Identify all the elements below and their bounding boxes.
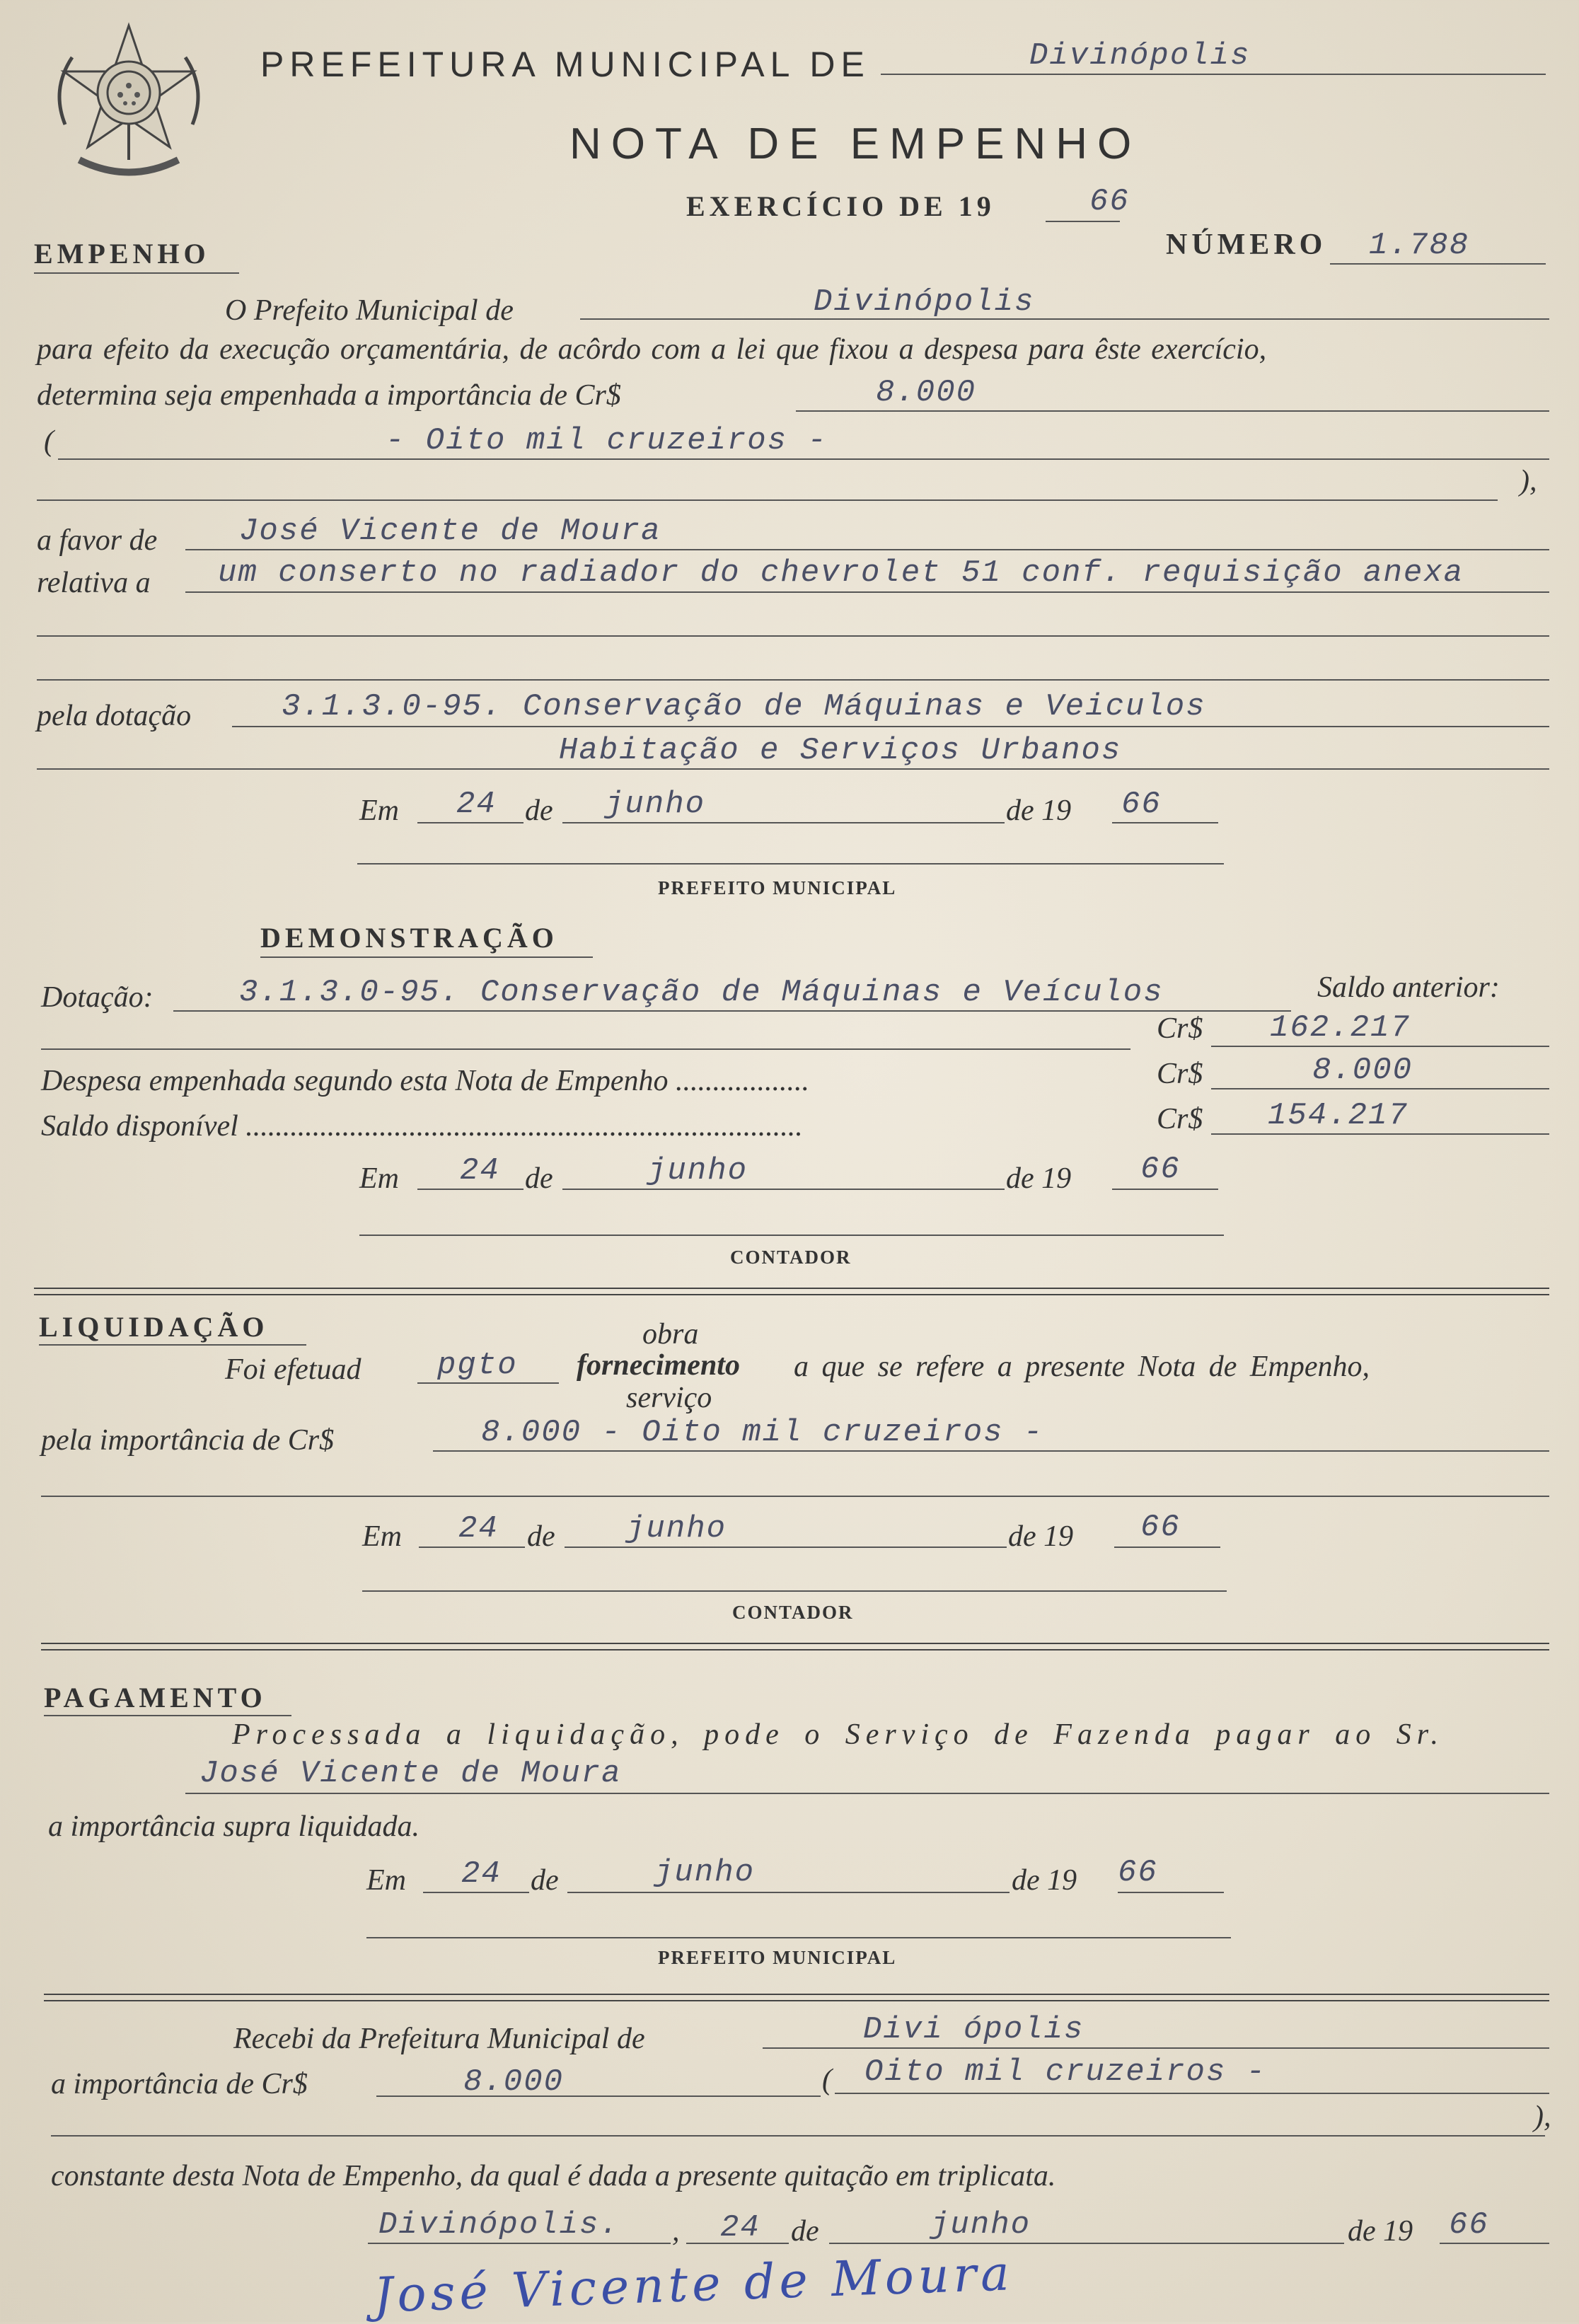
demonstracao-day: 24 [460, 1153, 500, 1189]
pagamento-section-title: PAGAMENTO [44, 1682, 267, 1713]
amount-words-underline [58, 458, 1549, 460]
exercicio-year: 66 [1089, 184, 1130, 219]
pagamento-title-underline [44, 1715, 291, 1716]
liquidacao-month: junho [626, 1511, 727, 1547]
dotacao-label: pela dotação [37, 700, 192, 732]
lei-text: para efeito da execução orçamentária, de acôrdo com a lei que fixou a despesa para êste exercício, [37, 333, 1267, 366]
liquidacao-line-2 [41, 1496, 1549, 1497]
saldo-disponivel-cr: Cr$ [1157, 1103, 1203, 1135]
recibo-year: 66 [1449, 2207, 1489, 2243]
empenho-city-underline [580, 318, 1549, 320]
relativa-underline [185, 591, 1549, 593]
section-divider-1 [34, 1288, 1549, 1295]
recibo-place-underline [368, 2243, 671, 2244]
section-divider-2 [41, 1643, 1549, 1650]
pagamento-month-underline [567, 1892, 1010, 1893]
recibo-comma: , [672, 2215, 680, 2248]
recibo-line-2 [51, 2135, 1545, 2137]
amount-words-underline-2 [37, 499, 1498, 501]
pagamento-year-underline [1118, 1892, 1224, 1893]
saldo-anterior-value: 162.217 [1270, 1010, 1411, 1046]
prefeito-label: O Prefeito Municipal de [225, 294, 514, 327]
coat-of-arms-seal [37, 18, 221, 188]
recibo-city: Divi ópolis [863, 2012, 1085, 2047]
despesa-value: 8.000 [1312, 1053, 1413, 1088]
dotacao-underline [232, 726, 1549, 727]
dotacao-line1: 3.1.3.0-95. Conservação de Máquinas e Veiculos [282, 689, 1206, 724]
pagamento-year: 66 [1118, 1855, 1158, 1890]
liquidacao-em: Em [362, 1520, 402, 1553]
demonstracao-dotacao-label: Dotação: [41, 981, 154, 1014]
close-paren: ), [1520, 465, 1537, 497]
importancia-label: determina seja empenhada a importância de Cr$ [37, 379, 621, 412]
liquidacao-title-underline [39, 1344, 306, 1346]
recibo-place: Divinópolis. [378, 2207, 620, 2243]
handwritten-signature: José Vicente de Moura [372, 2245, 1014, 2324]
pagamento-signature-line [366, 1937, 1231, 1938]
payee-underline [185, 1793, 1549, 1794]
demonstracao-section-title: DEMONSTRAÇÃO [260, 922, 558, 954]
demonstracao-year-underline [1112, 1189, 1218, 1190]
empenho-day: 24 [456, 787, 497, 822]
empenho-title-underline [34, 272, 239, 274]
favor-label: a favor de [37, 524, 158, 557]
saldo-anterior-underline [1211, 1046, 1549, 1047]
relativa-underline-3 [37, 679, 1549, 681]
recibo-city-underline [763, 2047, 1549, 2049]
demonstracao-signature-label: CONTADOR [730, 1247, 852, 1268]
numero-value: 1.788 [1369, 228, 1470, 263]
processada-text: Processada a liquidação, pode o Serviço de Fazenda pagar ao Sr. [232, 1718, 1444, 1751]
recibo-close-paren: ), [1534, 2100, 1551, 2133]
liquidacao-importancia-underline [433, 1450, 1549, 1452]
fornecimento-label: fornecimento [577, 1349, 740, 1382]
prefeitura-label: PREFEITURA MUNICIPAL DE [260, 45, 870, 84]
exercicio-label: EXERCÍCIO DE 19 [686, 190, 995, 222]
demonstracao-de: de [525, 1162, 553, 1195]
recibo-de: de [791, 2215, 819, 2248]
relativa-underline-2 [37, 635, 1549, 637]
pagamento-de: de [531, 1864, 559, 1897]
demonstracao-line-2 [41, 1048, 1130, 1050]
recibo-day-underline [686, 2243, 789, 2244]
recibo-amount-words-underline [835, 2093, 1549, 2094]
saldo-disponivel-value: 154.217 [1268, 1098, 1409, 1133]
liquidacao-year: 66 [1140, 1510, 1181, 1545]
pagamento-importancia-text: a importância supra liquidada. [48, 1810, 420, 1843]
pagamento-signature-label: PREFEITO MUNICIPAL [658, 1947, 897, 1968]
liquidacao-signature-label: CONTADOR [732, 1602, 854, 1623]
document-title: NOTA DE EMPENHO [569, 120, 1142, 168]
pagamento-day-underline [423, 1892, 529, 1893]
saldo-disponivel-label: Saldo disponível ........................................................................... [41, 1110, 803, 1143]
recibo-year-underline [1440, 2243, 1549, 2244]
dotacao-underline-2 [37, 768, 1549, 770]
demonstracao-title-underline [260, 956, 593, 958]
empenho-de19: de 19 [1006, 794, 1072, 827]
empenho-day-underline [417, 822, 524, 823]
recibo-de-year: de 19 [1348, 2215, 1413, 2248]
recibo-open-paren: ( [822, 2064, 832, 2096]
section-divider-3 [44, 1994, 1549, 2001]
liquidacao-importancia-value: 8.000 - Oito mil cruzeiros - [481, 1415, 1044, 1450]
empenho-section-title: EMPENHO [34, 238, 210, 270]
favor-underline [185, 549, 1549, 550]
recibo-amount-words: Oito mil cruzeiros - [864, 2054, 1267, 2090]
demonstracao-month: junho [647, 1153, 748, 1189]
pagamento-de19: de 19 [1012, 1864, 1077, 1897]
pagamento-payee: José Vicente de Moura [199, 1756, 622, 1791]
recebi-label: Recebi da Prefeitura Municipal de [233, 2023, 645, 2055]
demonstracao-year: 66 [1140, 1152, 1181, 1187]
saldo-anterior-label: Saldo anterior: [1317, 971, 1500, 1004]
relativa-text: um conserto no radiador do chevrolet 51 conf. requisição anexa [218, 555, 1464, 591]
demonstracao-month-underline [562, 1189, 1005, 1190]
pagamento-month: junho [654, 1855, 756, 1890]
liquidacao-signature-line [362, 1590, 1227, 1592]
recibo-importancia-label: a importância de Cr$ [51, 2068, 308, 2100]
numero-underline [1330, 263, 1546, 265]
demonstracao-em: Em [359, 1162, 399, 1195]
relativa-label: relativa a [37, 567, 151, 599]
header-city: Divinópolis [1029, 38, 1251, 74]
demonstracao-signature-line [359, 1235, 1224, 1236]
empenho-amount: 8.000 [876, 375, 977, 410]
empenho-year: 66 [1121, 787, 1162, 822]
demonstracao-day-underline [417, 1189, 524, 1190]
empenho-month: junho [605, 787, 706, 822]
despesa-label: Despesa empenhada segundo esta Nota de Empenho .................. [41, 1065, 810, 1097]
favor-name: José Vicente de Moura [239, 514, 661, 549]
empenho-year-underline [1112, 822, 1218, 823]
pagamento-em: Em [366, 1864, 406, 1897]
recibo-amount: 8.000 [463, 2064, 565, 2100]
foi-label: Foi efetuad [225, 1353, 362, 1386]
liquidacao-day-underline [419, 1547, 525, 1548]
liquidacao-de: de [527, 1520, 555, 1553]
foi-value: pgto [437, 1348, 518, 1383]
despesa-underline [1211, 1088, 1549, 1089]
liquidacao-obra: obra [642, 1318, 699, 1351]
exercicio-underline [1046, 221, 1120, 222]
empenho-signature-label: PREFEITO MUNICIPAL [658, 877, 897, 898]
liquidacao-day: 24 [458, 1511, 499, 1547]
empenho-signature-line [357, 863, 1224, 865]
liquidacao-year-underline [1114, 1547, 1220, 1548]
empenho-de: de [525, 794, 553, 827]
recibo-month-underline [829, 2243, 1344, 2244]
saldo-disponivel-underline [1211, 1133, 1549, 1135]
empenho-em: Em [359, 794, 399, 827]
pagamento-day: 24 [461, 1856, 502, 1892]
empenho-city: Divinópolis [814, 284, 1035, 320]
saldo-anterior-cr: Cr$ [1157, 1012, 1203, 1045]
constante-text: constante desta Nota de Empenho, da qual é dada a presente quitação em triplicata. [51, 2160, 1056, 2192]
open-paren: ( [44, 425, 54, 458]
recibo-amount-underline [376, 2095, 821, 2097]
liquidacao-month-underline [565, 1547, 1007, 1548]
foi-underline [417, 1382, 559, 1384]
demonstracao-dotacao-underline [173, 1010, 1291, 1012]
recibo-day: 24 [720, 2210, 760, 2245]
empenho-month-underline [562, 822, 1005, 823]
liquidacao-de19: de 19 [1008, 1520, 1074, 1553]
liquidacao-importancia-label: pela importância de Cr$ [41, 1424, 335, 1457]
liquidacao-section-title: LIQUIDAÇÃO [39, 1311, 269, 1343]
demonstracao-de19: de 19 [1006, 1162, 1072, 1195]
header-city-underline [881, 74, 1546, 75]
amount-words: - Oito mil cruzeiros - [386, 423, 828, 458]
demonstracao-dotacao-text: 3.1.3.0-95. Conservação de Máquinas e Veículos [239, 975, 1164, 1010]
numero-label: NÚMERO [1166, 229, 1327, 261]
dotacao-line2: Habitação e Serviços Urbanos [559, 733, 1122, 768]
empenho-amount-underline [796, 410, 1549, 412]
recibo-month: junho [930, 2207, 1031, 2243]
despesa-cr: Cr$ [1157, 1058, 1203, 1090]
liquidacao-servico: serviço [626, 1382, 712, 1414]
refere-text: a que se refere a presente Nota de Empenho, [794, 1351, 1370, 1383]
